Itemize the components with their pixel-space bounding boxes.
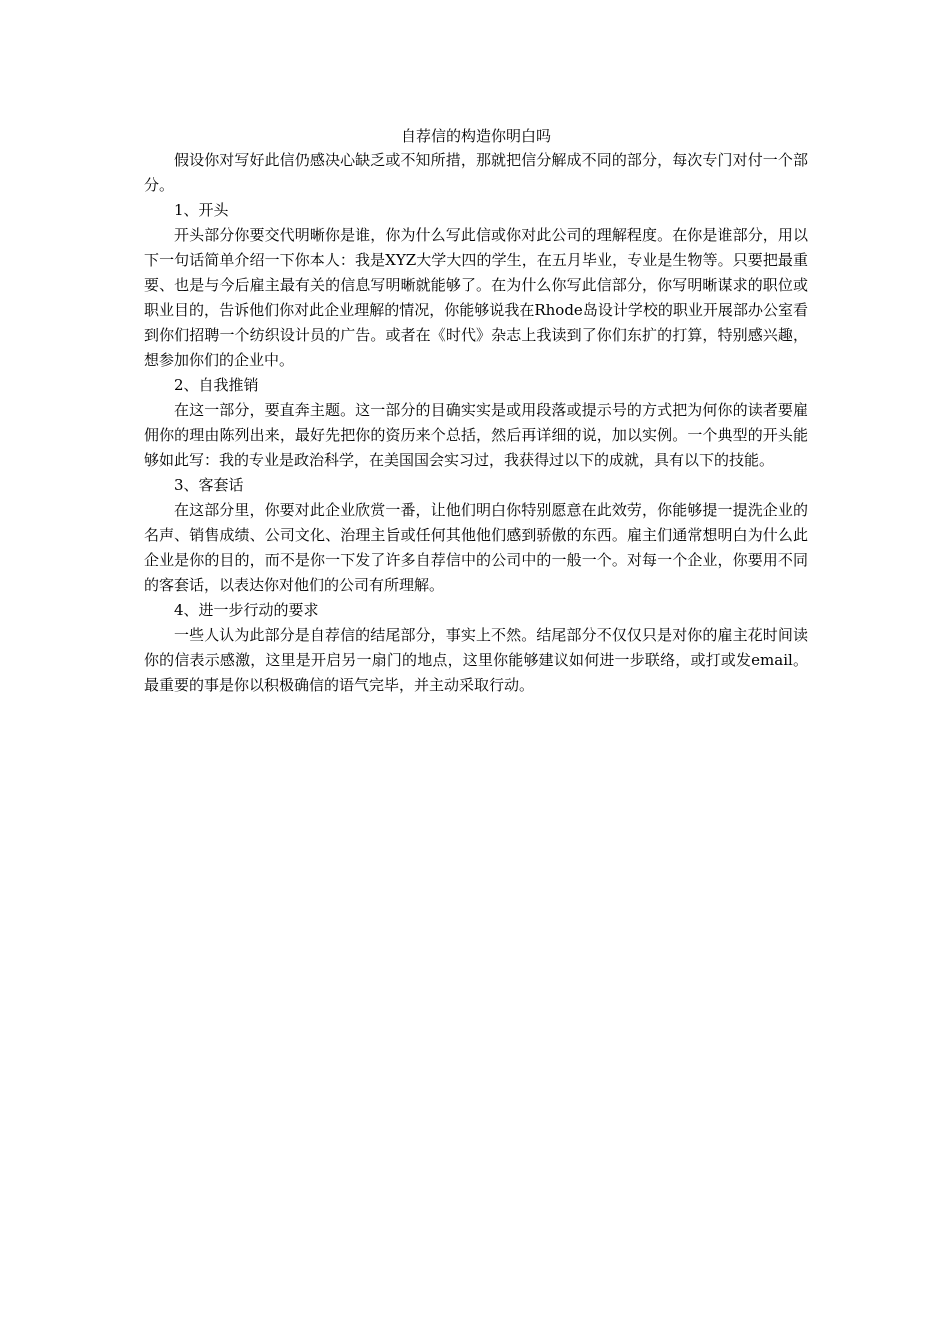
section-body-compliments: 在这部分里，你要对此企业欣赏一番，让他们明白你特别愿意在此效劳，你能够提一提洗企业的名声、销售成绩、公司文化、治理主旨或任何其他他们感到骄傲的东西。雇主们通常想明白为什么此企业是你的目的，而不是你一下发了许多自荐信中的公司中的一般一个。对每一个企业，你要用不同的客套话，以表达你对他们的公司有所理解。: [144, 501, 808, 594]
section-body-self-promotion: 在这一部分，要直奔主题。这一部分的目确实实是或用段落或提示号的方式把为何你的读者要雇佣你的理由陈列出来，最好先把你的资历来个总括，然后再详细的说，加以实例。一个典型的开头能够如此写：我的专业是政治科学，在美国国会实习过，我获得过以下的成就，具有以下的技能。: [144, 401, 808, 469]
section-heading-compliments: 3、客套话: [174, 476, 244, 494]
section-heading-self-promotion: 2、自我推销: [174, 376, 259, 394]
section-heading-opening: 1、开头: [174, 201, 229, 219]
section-body-opening: 开头部分你要交代明晰你是谁，你为什么写此信或你对此公司的理解程度。在你是谁部分，用以下一句话简单介绍一下你本人：我是XYZ大学大四的学生，在五月毕业，专业是生物等。只要把最重要、也是与今后雇主最有关的信息写明晰就能够了。在为什么你写此信部分，你写明晰谋求的职位或职业目的，告诉他们你对此企业理解的情况，你能够说我在Rhode岛设计学校的职业开展部办公室看到你们招聘一个纺织设计员的广告。或者在《时代》杂志上我读到了你们东扩的打算，特别感兴趣，想参加你们的企业中。: [144, 226, 808, 369]
document-page: [144, 124, 808, 698]
section-body-follow-up: 一些人认为此部分是自荐信的结尾部分，事实上不然。结尾部分不仅仅只是对你的雇主花时间读你的信表示感激，这里是开启另一扇门的地点，这里你能够建议如何进一步联络，或打或发email。最重要的事是你以积极确信的语气完毕，并主动采取行动。: [144, 626, 808, 694]
intro-paragraph: 假设你对写好此信仍感决心缺乏或不知所措，那就把信分解成不同的部分，每次专门对付一个部分。: [144, 151, 808, 194]
document-title: 自荐信的构造你明白吗: [400, 127, 551, 145]
section-heading-follow-up: 4、进一步行动的要求: [174, 601, 319, 619]
